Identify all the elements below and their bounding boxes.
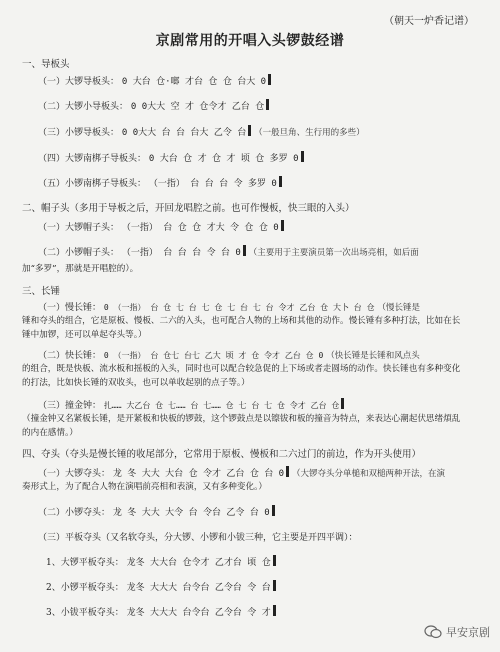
row-notation: 0 大台 仓·啷 才台 仓 仓 台大 0 bbox=[121, 77, 267, 87]
end-barline bbox=[273, 555, 276, 566]
end-barline bbox=[243, 245, 246, 256]
row-label: （二）小锣夺头： bbox=[38, 508, 111, 518]
row-label: 2、小锣平板夺头： bbox=[46, 583, 124, 593]
score-row-4 bbox=[38, 151, 304, 164]
row-label: （二）小锣帽子头： bbox=[38, 248, 120, 258]
end-barline bbox=[341, 398, 344, 409]
row-notation: 龙冬 大大大 台令台 乙令台 令 台 bbox=[126, 583, 271, 593]
row-remark: （大锣夺头分单槌和双槌两种开法，在演 bbox=[291, 469, 445, 479]
end-barline bbox=[286, 466, 289, 477]
row-label: （一）大锣夺头： bbox=[38, 469, 111, 479]
end-barline bbox=[272, 505, 275, 516]
row-label: （一）大锣帽子头： bbox=[38, 223, 120, 233]
score-row-13 bbox=[38, 530, 358, 543]
row-remark: （主要用于主要演员第一次出场亮相，如后面 bbox=[248, 248, 419, 258]
row-notation: （一指） 台 仓 仓 才大 令 仓 仓 0 bbox=[121, 223, 279, 233]
row-notation: （一指） 台 台 台 令 多罗 0 bbox=[148, 179, 277, 189]
chat-icon bbox=[424, 625, 442, 639]
paragraph-note-4: （撞金钟又名紧板长锤，是开紧板和快板的锣鼓，这个锣鼓点是以镲钹和板的撞音为特点，来表达心潮起伏思绪煩乱的内在感情。） bbox=[22, 414, 461, 438]
score-row-11 bbox=[38, 466, 445, 479]
score-row-12 bbox=[38, 505, 275, 518]
end-barline bbox=[273, 605, 276, 616]
score-row-9 bbox=[38, 348, 420, 361]
section-heading-1: 一、导板头 bbox=[22, 59, 70, 70]
row-label: 1、大锣平板夺头： bbox=[46, 558, 124, 568]
row-notation: 龙冬 大大大 台令台 乙令台 令 才 bbox=[126, 608, 271, 618]
row-label: 3、小钹平板夺头： bbox=[46, 608, 124, 618]
paragraph-note-5: 奏形式上，为了配合人物在演唱前亮相和表演，又有多种变化。） bbox=[22, 482, 267, 492]
author-credit: （朝天一炉香记谱） bbox=[384, 16, 474, 27]
score-row-8 bbox=[38, 300, 420, 313]
end-barline bbox=[266, 99, 269, 110]
paragraph-note-2: 锤和夺头的组合，它是原板、慢板、二六的入头，也可配合人物的上场和其他的动作。慢长锤有多种打法，比如在长锤中加锣，还可以单起夺头等。） bbox=[22, 316, 461, 340]
row-label: （二）快长锤： bbox=[38, 351, 102, 361]
row-label: （二）大锣小导板头： bbox=[38, 102, 129, 112]
page-title: 京剧常用的开唱入头锣鼓经谱 bbox=[155, 33, 345, 49]
score-row-5 bbox=[38, 176, 282, 189]
row-remark: （快长锤是长锤和风点头 bbox=[326, 351, 420, 361]
row-label: （三）撞金钟： bbox=[38, 401, 102, 411]
row-notation: 0 （一指） 台 仓七 台七 乙大 顷 才 仓 令才 乙台 仓 0 bbox=[103, 351, 324, 360]
row-label: （一）大锣导板头： bbox=[38, 77, 120, 87]
end-barline bbox=[279, 176, 282, 187]
score-row-10 bbox=[38, 398, 344, 411]
row-notation: 0 大台 仓 才 仓 才 顷 仓 多罗 0 bbox=[148, 154, 299, 164]
row-notation: 0 0大大 台 台 台大 乙令 台 bbox=[121, 128, 247, 138]
end-barline bbox=[248, 125, 251, 136]
section-heading-4: 四、夺头（夺头是慢长锤的收尾部分，它常用于原板、慢板和二六过门的前边，作为开头使用） bbox=[22, 449, 422, 460]
paragraph-note-1: 加“多罗”，那就是开唱腔的）。 bbox=[22, 264, 139, 274]
row-label: （五）小锣南梆子导板头： bbox=[38, 179, 147, 189]
end-barline bbox=[301, 151, 304, 162]
watermark bbox=[424, 624, 490, 640]
score-row-15 bbox=[46, 580, 276, 593]
row-notation: （一指） 台 台 台 令 台 0 bbox=[121, 248, 241, 258]
score-row-7 bbox=[38, 245, 419, 258]
row-label: （三）平板夺头（又名软夺头，分大锣、小锣和小钹三种，它主要是开四平调）： bbox=[38, 533, 358, 543]
paragraph-note-3: 的组合，既是快板、流水板和摇板的入头，同时也可以配合较急促的上下场或者走圆场的动作。快长锤也有多种变化的打法，比如快长锤的双收头，也可以单收起别的点子等。） bbox=[22, 364, 461, 388]
score-row-2 bbox=[38, 99, 269, 112]
row-remark: （一般旦角、生行用的多些） bbox=[254, 128, 365, 138]
score-row-16 bbox=[46, 605, 276, 618]
row-notation: 0 0大大 空 才 仓令才 乙台 仓 bbox=[130, 102, 265, 112]
row-remark: （慢长锤是 bbox=[377, 303, 420, 313]
score-row-14 bbox=[46, 555, 276, 568]
row-notation: 龙 冬 大大 大台 仓 令才 乙台 仓 台 0 bbox=[112, 469, 285, 479]
score-row-1 bbox=[38, 74, 271, 87]
row-notation: 龙冬 大大台 仓令才 乙才台 顷 仓 bbox=[126, 558, 271, 568]
row-label: （三）小锣导板头： bbox=[38, 128, 120, 138]
row-notation: 0 （一指） 台 仓 七 台 七 仓 七 台 七 台 令才 乙台 仓 大卜 台 仓 bbox=[103, 303, 375, 312]
end-barline bbox=[268, 74, 271, 85]
section-heading-3: 三、长锤 bbox=[22, 286, 61, 297]
row-label: （一）慢长锤： bbox=[38, 303, 102, 313]
score-row-3 bbox=[38, 125, 365, 138]
section-heading-2: 二、帽子头（多用于导板之后，开回龙唱腔之前。也可作慢板，快三眼的入头） bbox=[22, 203, 355, 214]
row-notation: 扎…… 大乙台 仓 七…… 台 七…… 仓 七 台 七 仓 令才 乙台 仓 bbox=[103, 401, 340, 410]
end-barline bbox=[273, 580, 276, 591]
watermark-text: 早安京剧 bbox=[446, 626, 490, 639]
row-notation: 龙 冬 大大 大令 台 令台 乙令 台 0 bbox=[112, 508, 270, 518]
end-barline bbox=[281, 220, 284, 231]
row-label: （四）大锣南梆子导板头： bbox=[38, 154, 147, 164]
score-row-6 bbox=[38, 220, 284, 233]
